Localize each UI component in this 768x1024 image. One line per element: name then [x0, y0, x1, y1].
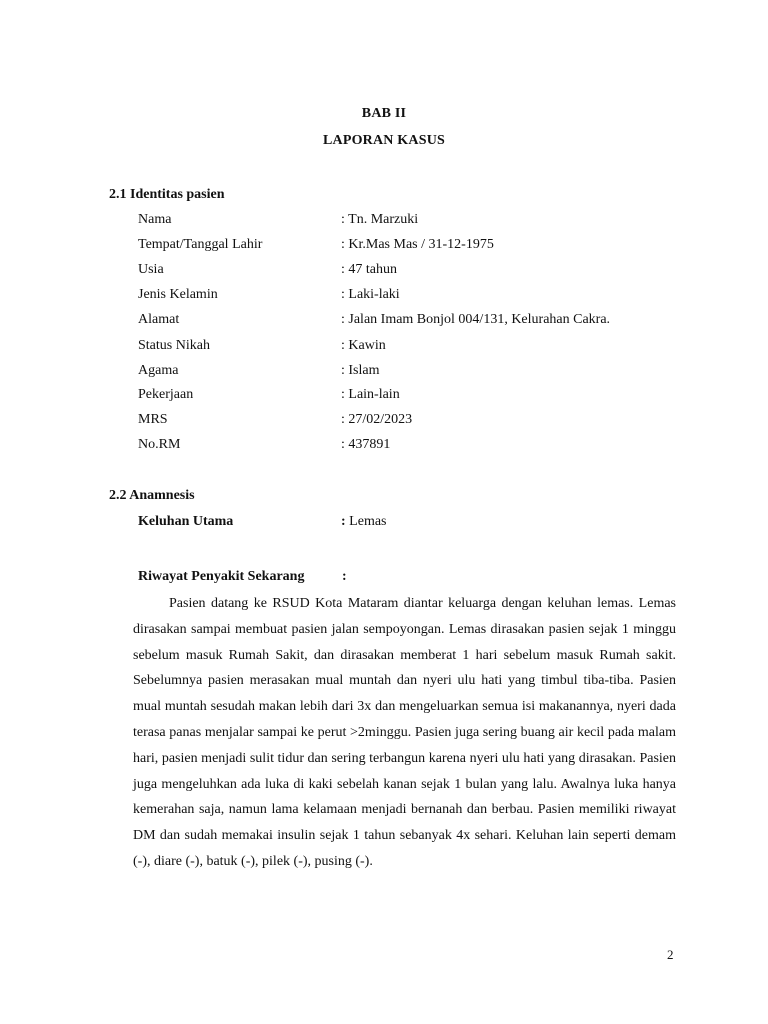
- identity-row: [138, 312, 698, 332]
- identity-value: : Lain-lain: [341, 387, 400, 402]
- identity-value: : Kr.Mas Mas / 31-12-1975: [341, 237, 494, 252]
- identity-value: : Islam: [341, 363, 380, 378]
- chapter-title: LAPORAN KASUS: [322, 133, 445, 148]
- section-heading-anamnesis: 2.2 Anamnesis: [109, 488, 195, 503]
- identity-label: MRS: [138, 412, 168, 427]
- identity-label: Usia: [138, 262, 164, 277]
- identity-label: No.RM: [138, 437, 181, 452]
- identity-row: [138, 387, 698, 407]
- keluhan-utama-label: Keluhan Utama: [138, 514, 234, 529]
- identity-row: [138, 363, 698, 383]
- riwayat-colon: :: [342, 569, 347, 584]
- identity-row: [138, 212, 698, 232]
- identity-value: : Jalan Imam Bonjol 004/131, Kelurahan Cakra.: [341, 312, 611, 327]
- identity-value: : Laki-laki: [341, 287, 400, 302]
- identity-value: : 27/02/2023: [341, 412, 413, 427]
- riwayat-row: [138, 569, 698, 589]
- identity-value: : Kawin: [341, 338, 386, 353]
- identity-value: : 437891: [341, 437, 391, 452]
- identity-label: Agama: [138, 363, 179, 378]
- identity-label: Jenis Kelamin: [138, 287, 218, 302]
- riwayat-paragraph: Pasien datang ke RSUD Kota Mataram diantar keluarga dengan keluhan lemas. Lemas dirasakan sampai membuat pasien jalan sempoyongan. Lemas dirasakan pasien sejak 1 minggu sebelum masuk Rumah Sakit, dan dirasakan memberat 1 hari sebelum masuk Rumah sakit. Sebelumnya pasien merasakan mual muntah dan nyeri ulu hati yang timbul tiba-tiba. Pasien mual muntah sesudah makan lebih dari 3x dan mengeluarkan semua isi makanannya, nyeri dada terasa panas menjalar sampai ke perut >2minggu. Pasien juga sering buang air kecil pada malam hari, pasien menjadi sulit tidur dan sering terbangun karena nyeri ulu hati yang dirasakan. Pasien juga mengeluhkan ada luka di kaki sebelah kanan sejak 1 bulan yang lalu. Awalnya luka hanya kemerahan saja, namun lama kelamaan menjadi bernanah dan berbau. Pasien memiliki riwayat DM dan sudah memakai insulin sejak 1 tahun sebanyak 4x sehari. Keluhan lain seperti demam (-), diare (-), batuk (-), pilek (-), pusing (-).: [133, 596, 676, 869]
- identity-row: [138, 262, 698, 282]
- page-number: 2: [667, 947, 674, 962]
- identity-value: : Tn. Marzuki: [341, 212, 419, 227]
- identity-row: [138, 287, 698, 307]
- identity-row: [138, 338, 698, 358]
- riwayat-label: Riwayat Penyakit Sekarang: [138, 569, 305, 584]
- keluhan-utama-value: [341, 514, 387, 530]
- keluhan-colon: :: [341, 514, 346, 529]
- identity-label: Tempat/Tanggal Lahir: [138, 237, 263, 252]
- identity-label: Status Nikah: [138, 338, 210, 353]
- keluhan-text: Lemas: [349, 514, 387, 529]
- identity-row: [138, 412, 698, 432]
- identity-label: Nama: [138, 212, 172, 227]
- identity-value: : 47 tahun: [341, 262, 397, 277]
- identity-label: Pekerjaan: [138, 387, 194, 402]
- identity-row: [138, 237, 698, 257]
- identity-row: [138, 437, 698, 457]
- keluhan-utama-row: [138, 514, 698, 534]
- section-heading-identitas: 2.1 Identitas pasien: [109, 187, 225, 202]
- chapter-heading: BAB II: [361, 106, 407, 121]
- identity-label: Alamat: [138, 312, 180, 327]
